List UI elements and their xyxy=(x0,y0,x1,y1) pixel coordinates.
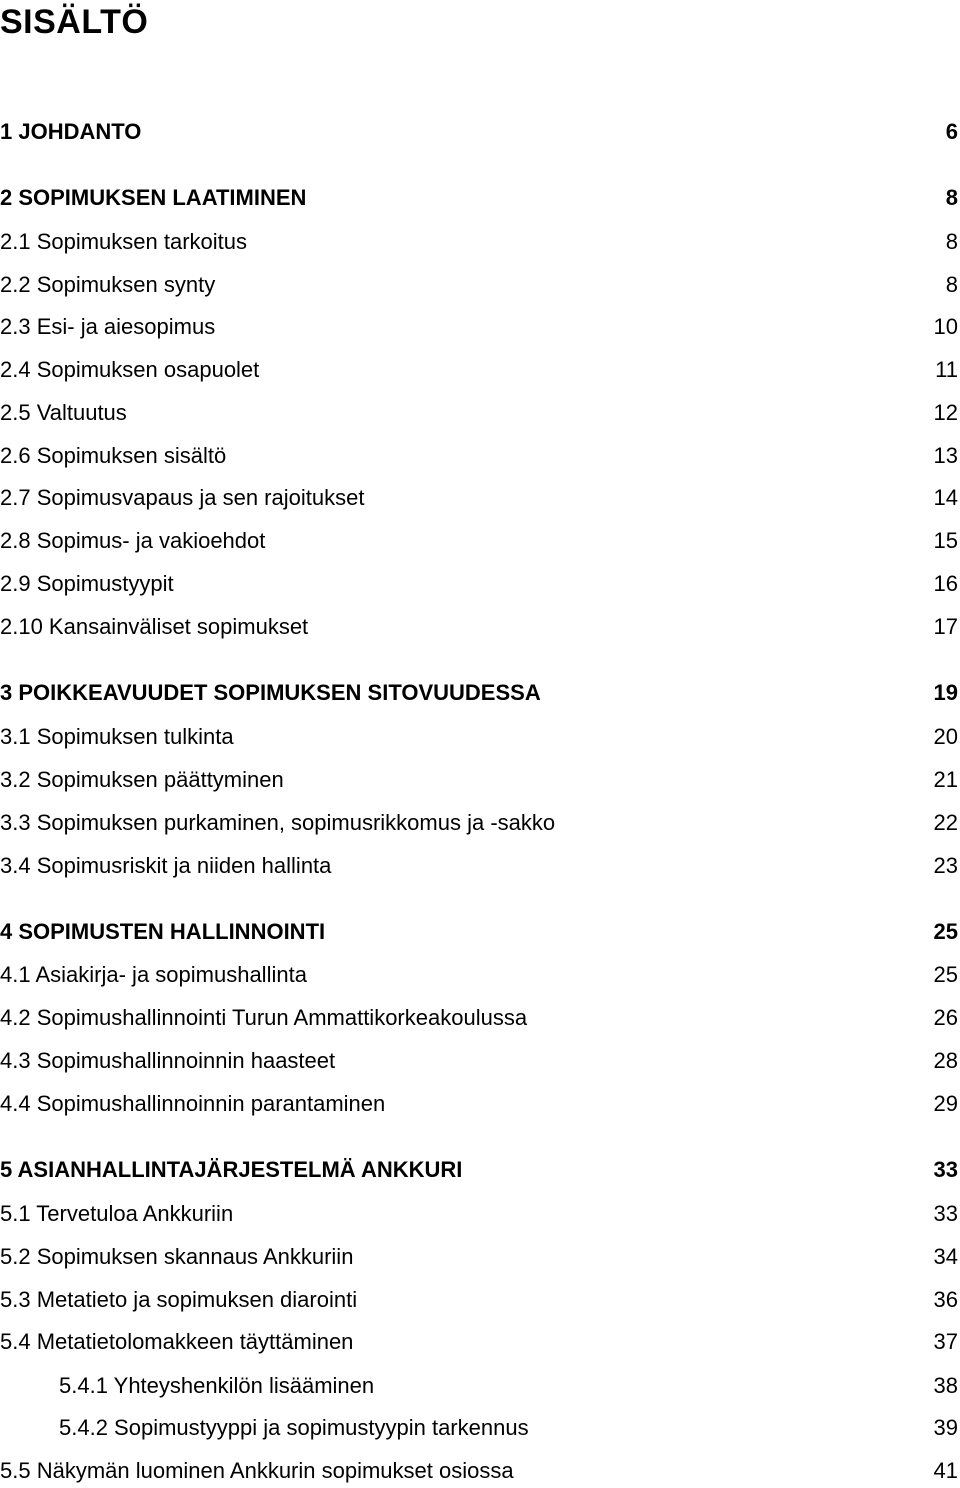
toc-entry xyxy=(0,117,958,147)
toc-entry-label: 2.9 Sopimustyypit xyxy=(0,571,174,596)
toc-entry-label: 5.1 Tervetuloa Ankkuriin xyxy=(0,1201,234,1226)
toc-entry xyxy=(0,851,958,881)
toc-entry xyxy=(0,1456,958,1486)
toc-entry-page-number: 36 xyxy=(933,1287,958,1312)
toc-entry-label: 5.4.2 Sopimustyyppi ja sopimustyypin tarkennus xyxy=(59,1415,529,1440)
toc-entry-page-number: 39 xyxy=(933,1415,958,1440)
toc-entry-label: 4.2 Sopimushallinnointi Turun Ammattikorkeakoulussa xyxy=(0,1005,528,1030)
toc-entry xyxy=(0,1285,958,1315)
toc-entry-page-number: 10 xyxy=(933,314,958,339)
toc-entry-label: 2.4 Sopimuksen osapuolet xyxy=(0,357,260,382)
toc-entry-label: 3 POIKKEAVUUDET SOPIMUKSEN SITOVUUDESSA xyxy=(0,680,541,705)
toc-entry-page-number: 25 xyxy=(933,962,958,987)
toc-entry xyxy=(0,526,958,556)
toc-entry-page-number: 14 xyxy=(933,485,958,510)
toc-entry-page-number: 13 xyxy=(933,443,958,468)
toc-entry-page-number: 37 xyxy=(933,1329,958,1354)
toc-entry-label: 2.6 Sopimuksen sisältö xyxy=(0,443,227,468)
toc-entry-label: 2.10 Kansainväliset sopimukset xyxy=(0,614,309,639)
toc-entry-page-number: 29 xyxy=(933,1091,958,1116)
toc-entry xyxy=(0,270,958,300)
toc-entry-page-number: 41 xyxy=(933,1458,958,1483)
toc-entry-page-number: 11 xyxy=(935,357,958,382)
toc-entry-label: 3.3 Sopimuksen purkaminen, sopimusrikkomus ja -sakko xyxy=(0,810,556,835)
toc-entry-label: 5.5 Näkymän luominen Ankkurin sopimukset osiossa xyxy=(0,1458,514,1483)
toc-entry-label: 3.2 Sopimuksen päättyminen xyxy=(0,767,284,792)
toc-entry-page-number: 12 xyxy=(933,400,958,425)
toc-entry xyxy=(0,398,958,428)
toc-entry-page-number: 23 xyxy=(933,853,958,878)
toc-entry xyxy=(0,1327,958,1357)
toc-entry-label: 4 SOPIMUSTEN HALLINNOINTI xyxy=(0,919,326,944)
toc-entry-page-number: 33 xyxy=(933,1201,958,1226)
toc-entry xyxy=(0,1046,958,1076)
toc-entry xyxy=(0,960,958,990)
toc-entry xyxy=(0,312,958,342)
toc-entry xyxy=(0,722,958,752)
toc-entry xyxy=(0,1003,958,1033)
toc-entry-label: 4.3 Sopimushallinnoinnin haasteet xyxy=(0,1048,336,1073)
toc-entry-page-number: 19 xyxy=(933,680,958,705)
toc-entry-page-number: 28 xyxy=(933,1048,958,1073)
toc-entry xyxy=(0,355,958,385)
toc-entry-label: 2.2 Sopimuksen synty xyxy=(0,272,216,297)
toc-entry xyxy=(0,1155,958,1185)
toc-entry-label: 4.1 Asiakirja- ja sopimushallinta xyxy=(0,962,307,987)
toc-entry xyxy=(0,1199,958,1229)
toc-entry-label: 3.1 Sopimuksen tulkinta xyxy=(0,724,234,749)
toc-entry xyxy=(0,917,958,947)
toc-entry-page-number: 17 xyxy=(933,614,958,639)
toc-entry xyxy=(0,569,958,599)
toc-entry-label: 2.5 Valtuutus xyxy=(0,400,127,425)
toc-entry-label: 2.3 Esi- ja aiesopimus xyxy=(0,314,216,339)
toc-entry-page-number: 21 xyxy=(933,767,958,792)
toc-entry-page-number: 20 xyxy=(933,724,958,749)
toc-entry xyxy=(0,1413,958,1443)
toc-entry-page-number: 25 xyxy=(933,919,958,944)
toc-entry-label: 2.1 Sopimuksen tarkoitus xyxy=(0,229,248,254)
toc-entry-page-number: 38 xyxy=(933,1373,958,1398)
toc-entry xyxy=(0,765,958,795)
page-title: SISÄLTÖ xyxy=(0,3,149,41)
toc-entry-label: 3.4 Sopimusriskit ja niiden hallinta xyxy=(0,853,332,878)
toc-entry xyxy=(0,1371,958,1401)
toc-entry-page-number: 34 xyxy=(933,1244,958,1269)
toc-entry xyxy=(0,612,958,642)
toc-entry-label: 5.3 Metatieto ja sopimuksen diarointi xyxy=(0,1287,358,1312)
toc-entry-page-number: 8 xyxy=(945,229,958,254)
toc-entry xyxy=(0,808,958,838)
toc-entry-page-number: 22 xyxy=(933,810,958,835)
toc-entry-page-number: 6 xyxy=(945,119,958,144)
toc-entry-label: 2.8 Sopimus- ja vakioehdot xyxy=(0,528,266,553)
toc-entry-label: 2.7 Sopimusvapaus ja sen rajoitukset xyxy=(0,485,365,510)
toc-entry xyxy=(0,1242,958,1272)
toc-entry-label: 4.4 Sopimushallinnoinnin parantaminen xyxy=(0,1091,386,1116)
toc-entry-label: 2 SOPIMUKSEN LAATIMINEN xyxy=(0,185,307,210)
toc-entry xyxy=(0,678,958,708)
toc-entry-page-number: 15 xyxy=(933,528,958,553)
toc-entry xyxy=(0,227,958,257)
toc-entry-label: 1 JOHDANTO xyxy=(0,119,142,144)
toc-entry xyxy=(0,183,958,213)
toc-entry-label: 5 ASIANHALLINTAJÄRJESTELMÄ ANKKURI xyxy=(0,1157,463,1182)
toc-entry-page-number: 26 xyxy=(933,1005,958,1030)
toc-entry xyxy=(0,483,958,513)
toc-entry-label: 5.4.1 Yhteyshenkilön lisääminen xyxy=(59,1373,375,1398)
toc-entry-page-number: 16 xyxy=(933,571,958,596)
toc-entry-label: 5.4 Metatietolomakkeen täyttäminen xyxy=(0,1329,354,1354)
toc-entry xyxy=(0,1089,958,1119)
toc-entry-page-number: 8 xyxy=(945,185,958,210)
toc-entry-page-number: 33 xyxy=(933,1157,958,1182)
toc-entry xyxy=(0,441,958,471)
toc-entry-label: 5.2 Sopimuksen skannaus Ankkuriin xyxy=(0,1244,354,1269)
toc-entry-page-number: 8 xyxy=(945,272,958,297)
